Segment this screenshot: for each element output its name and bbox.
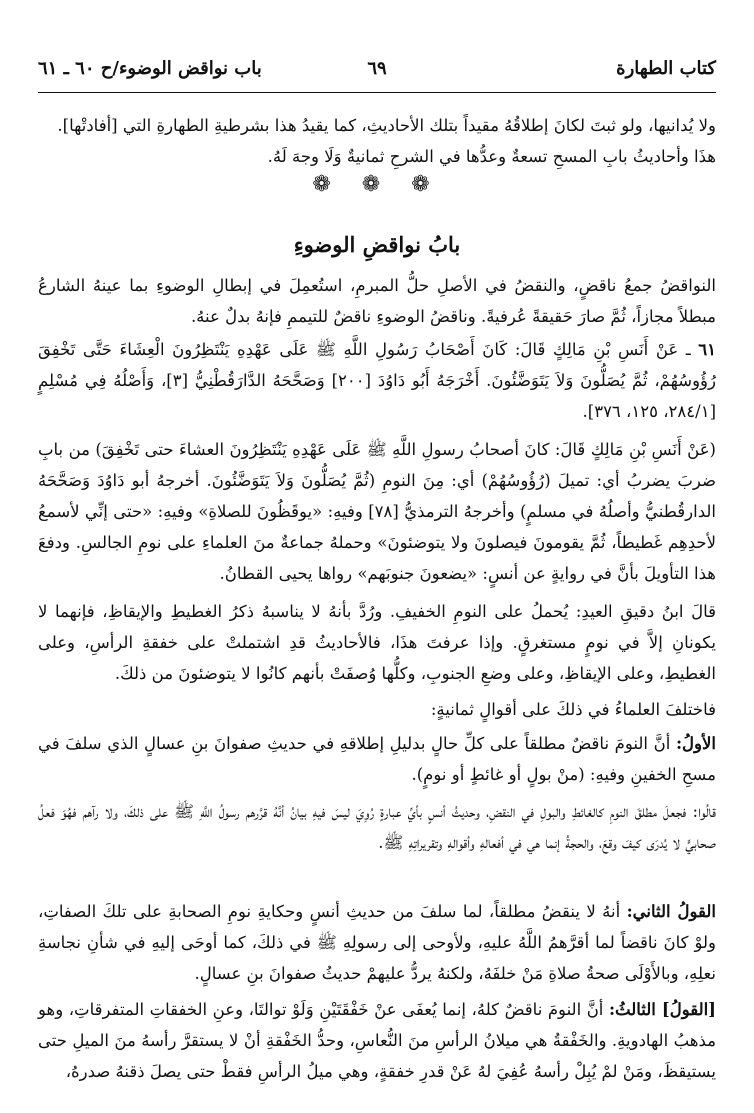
chapter-title: بابُ نواقضِ الوضوءِ [293, 232, 461, 257]
opinion-first-argument: قالُوا: فجعلَ مطلقَ النومِ كالغائطِ والبولِ في النقضِ، وحديثُ أنسٍ بأيِّ عبارةٍ رُوِيَ ليسَ فيهِ بيانُ أنَّهُ قرَّرهم رسولُ اللَّهِ ﷺ على ذلكَ، ولا رآهم فهُوَ فعلُ صحابيٍّ لا يُدرَى كيفَ وقعَ، والحجةُ إنما هي في أفعالهِ وأقوالهِ وتقريراتِهِ ﷺ. [38, 802, 716, 852]
hadith-body: ـ عَنْ أَنَسِ بْنِ مَالِكٍ قَالَ: كَانَ أَصْحَابُ رَسُولِ اللَّهِ ﷺ عَلَى عَهْدِهِ يَنْتَظِرُونَ الْعِشَاءَ حَتَّى تَخْفِقَ رُؤُوسُهُمْ، ثُمَّ يُصَلُّونَ وَلاَ يَتَوَضَّئُونَ. أَخْرَجَهُ أَبُو دَاوُدَ [٢٠٠] وَصَحَّحَهُ الدَّارَقُطْنِيُّ [٣]، وَأَصْلُهُ فِي مُسْلِمٍ [٢٨٤/١، ١٢٥، ٣٧٦]. [38, 340, 716, 421]
page-number: ٦٩ [367, 58, 387, 79]
opinion-first [38, 728, 716, 790]
section-reference: باب نواقض الوضوء/ح ٦٠ ـ ٦١ [38, 58, 262, 79]
opinion-text: أنَّ النومَ ناقضٌ كلهُ، إنما يُعفَى عنْ خَفْقَتَيْنِ وَلَوْ توالتَا، وعنِ الخفقاتِ المتفرقاتِ، وهو مذهبُ الهادويةِ. والخَفْقةُ هي ميلانُ الرأسِ منَ النُّعاسِ، وحدُّ الخَفْقةِ أنْ لا يستقرَّ رأسهُ منَ الميلِ حتى يستيقظَ، ومَنْ لمْ يُبِلْ رأسهُ عُفِيَ لهُ عَنْ قدرِ خفقةٍ، وهي ميلُ الرأسِ فقطْ حتى يصلَ ذقنهُ صدرهُ، [38, 1000, 716, 1081]
commentary-paragraph: فاختلفَ العلماءُ في ذلكَ على أقوالٍ ثمانيةٍ: [430, 700, 716, 719]
hadith-text [38, 334, 716, 427]
intro-line: هذَا وأحاديثُ بابِ المسحِ تسعةٌ وعدُّها في الشرحِ ثمانيةٌ وَلَا وجهَ لَهُ. [267, 147, 716, 166]
opinion-text: أنهُ لا ينقضُ مطلقاً، لما سلفَ من حديثِ أنسٍ وحكايةِ نومِ الصحابةِ على تلكَ الصفاتِ، ولوْ كانَ ناقضاً لما أقرَّهمُ اللَّهُ عليهِ، ولأوحى إلى رسولِهِ ﷺ في ذلكَ، كما أوحَى إليهِ في شأنِ نجاسةِ نعلِهِ، وبالأَوْلَى صحةُ صلاةِ مَنْ خلفَهُ، ولكنهُ يردُّ عليهمْ حديثُ صفوانَ بنِ عسالٍ. [38, 902, 716, 983]
opinion-label: الأولُ: [675, 734, 716, 753]
opinion-second [38, 896, 716, 989]
opinion-third [38, 994, 716, 1087]
opinion-label: [القولُ] الثالثُ: [608, 1000, 716, 1019]
opinion-text: أنَّ النومَ ناقضٌ مطلقاً على كلِّ حالٍ بدليلِ إطلاقهِ في حديثِ صفوانَ بنِ عسالٍ الذي سلفَ في مسحِ الخفينِ وفيهِ: (منْ بولٍ أو غائطٍ أو نومٍ). [38, 734, 716, 784]
intro-line: ولا يُدانيها، ولو ثبتَ لكانَ إطلاقُهُ مقيداً بتلك الأحاديثِ، كما يقيدُ هذا بشرطيةِ الطهارةِ التي [أفادتْها]. [57, 116, 716, 135]
book-title: كتاب الطهارة [616, 58, 716, 79]
chapter-intro: النواقضُ جمعُ ناقضٍ، والنقضُ في الأصلِ حلُّ المبرمِ، استُعمِلَ في إبطالِ الوضوءِ بما عينهُ الشارعُ مبطلاً مجازاً، ثُمَّ صارَ حَقيقةً عُرفيةً. وناقضُ الوضوءِ ناقضٌ للتيممِ فإنهُ بدلٌ عنهُ. [38, 276, 716, 326]
header-rule [38, 92, 716, 93]
commentary-paragraph: قالَ ابنُ دقيقِ العيدِ: يُحملُ على النومِ الخفيفِ. ورُدَّ بأنهُ لا يناسبهُ ذكرُ الغطيطِ والإيقاظِ، فإنهما لا يكونانِ إلاَّ في نومٍ مستغرقٍ. وإذا عرفتَ هذَا، فالأحاديثُ قدِ اشتملتْ على خفقةِ الرأسِ، وعلى الغطيطِ، وعلى الإيقاظِ، وعلى وضعِ الجنوبِ، وكلُّها وُصفَتْ بأنهم كانُوا لا يتوضئونَ من ذلكَ. [38, 602, 716, 683]
running-header [38, 58, 716, 90]
section-ornaments: ❁ ❁ ❁ [312, 172, 442, 197]
hadith-number: ٦١ [698, 340, 716, 359]
intro-paragraph [38, 110, 716, 172]
commentary-paragraph: (عَنْ أَنَسِ بْنِ مَالِكٍ قَالَ: كانَ أصحابُ رسولِ اللَّهِ ﷺ عَلَى عَهْدِهِ يَنْتَظِرُونَ العشاءَ حتى تَخْفِقَ) من بابِ ضربَ يضربُ أي: تميلَ (رُؤُوسُهُمْ) أي: مِنَ النومِ (ثُمَّ يُصَلُّونَ وَلاَ يَتَوَضَّئُونَ. أخرجهُ أبو دَاوُدَ وَصَحَّحَهُ الدارقُطنيُّ وأصلُهُ في مسلمٍ) وأخرجهُ الترمذيُّ [٧٨] وفيهِ: «يوقَظُونَ للصلاةِ» وفيهِ: «حتى إنِّي لأسمعُ لأحدِهِم غَطيطاً، ثُمَّ يقومونَ فيصلونَ ولا يتوضئونَ» وحملهُ جماعةٌ منَ العلماءِ على نومِ الجالسِ. ودفعَ هذا التأويلَ بأنَّ في روايةٍ عن أنسٍ: «يضعونَ جنوبَهم» رواها يحيى القطانُ. [38, 440, 716, 583]
opinion-label: القولُ الثاني: [626, 902, 716, 921]
